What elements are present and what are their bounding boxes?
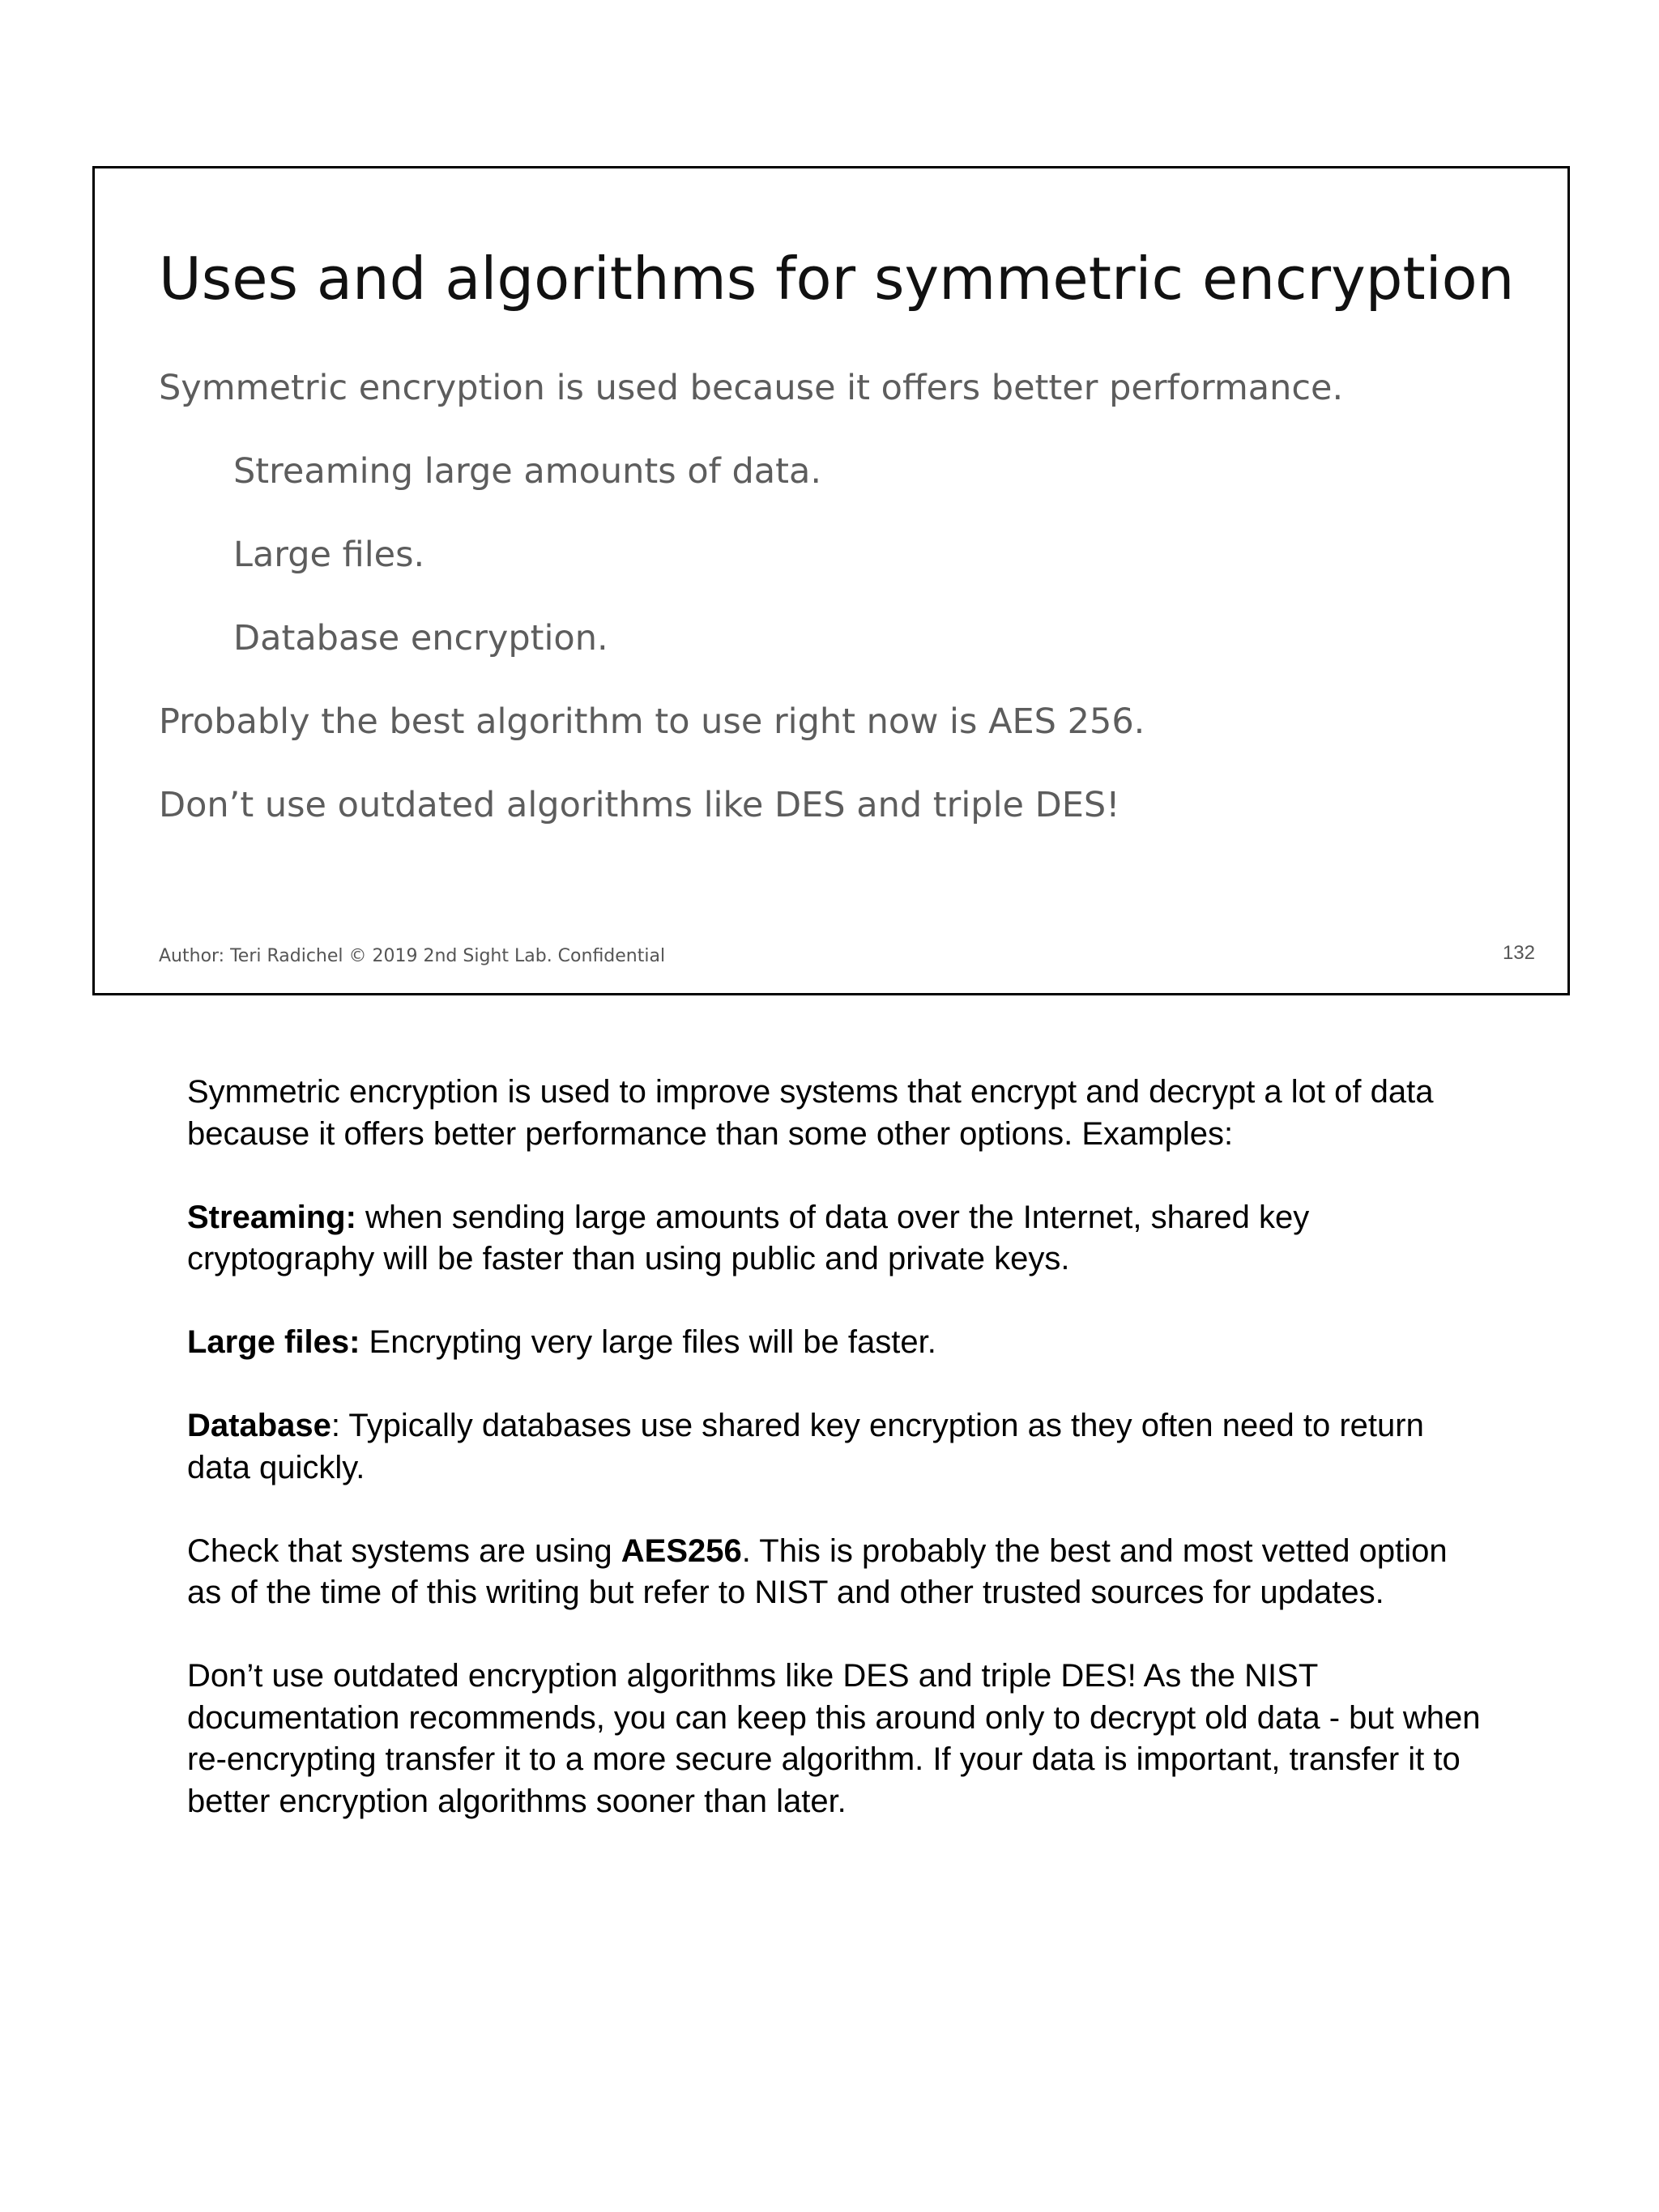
notes-aes-prefix: Check that systems are using (187, 1532, 621, 1569)
notes-paragraph-large-files (187, 1322, 1483, 1364)
slide-bullet: Probably the best algorithm to use right now is AES 256. (159, 701, 1145, 742)
notes-paragraph-intro (187, 1072, 1483, 1155)
notes-streaming-text: when sending large amounts of data over the Internet, shared key cryptography will be faster than using public and private keys. (187, 1199, 1310, 1276)
notes-paragraph-aes (187, 1531, 1483, 1614)
slide-frame (92, 166, 1570, 995)
slide-bullet: Symmetric encryption is used because it offers better performance. (159, 368, 1344, 408)
notes-streaming-label: Streaming: (187, 1199, 356, 1235)
slide-title: Uses and algorithms for symmetric encryption (159, 245, 1515, 313)
notes-large-files-text: Encrypting very large files will be faster. (360, 1324, 936, 1360)
notes-aes-suffix: . This is probably the best and most vetted option as of the time of this writing but refer to NIST and other trusted sources for updates. (187, 1532, 1448, 1610)
notes-database-text: : Typically databases use shared key encryption as they often need to return data quickly. (187, 1408, 1424, 1485)
slide-sub-bullet: Database encryption. (233, 618, 608, 658)
slide-sub-bullet: Large files. (233, 535, 425, 575)
slide-sub-bullet: Streaming large amounts of data. (233, 451, 822, 492)
notes-database-label: Database (187, 1408, 331, 1443)
notes-paragraph-des (187, 1656, 1483, 1822)
slide-page-number: 132 (1502, 942, 1535, 964)
notes-aes-label: AES256 (621, 1532, 742, 1569)
speaker-notes (187, 1072, 1483, 1822)
notes-des-text: Don’t use outdated encryption algorithms like DES and triple DES! As the NIST documentation recommends, you can keep this around only to decrypt old data - but when re-encrypting transfer it to a more secure algorithm. If your data is important, transfer it to better encryption algorithms sooner than later. (187, 1658, 1481, 1819)
notes-large-files-label: Large files: (187, 1324, 360, 1360)
notes-paragraph-database (187, 1405, 1483, 1489)
slide-bullet: Don’t use outdated algorithms like DES and triple DES! (159, 785, 1120, 825)
slide-bullet-list (159, 365, 1343, 866)
slide-footer: Author: Teri Radichel © 2019 2nd Sight Lab. Confidential (159, 946, 666, 966)
notes-intro-text: Symmetric encryption is used to improve systems that encrypt and decrypt a lot of data because it offers better performance than some other options. Examples: (187, 1074, 1434, 1152)
notes-paragraph-streaming (187, 1197, 1483, 1281)
